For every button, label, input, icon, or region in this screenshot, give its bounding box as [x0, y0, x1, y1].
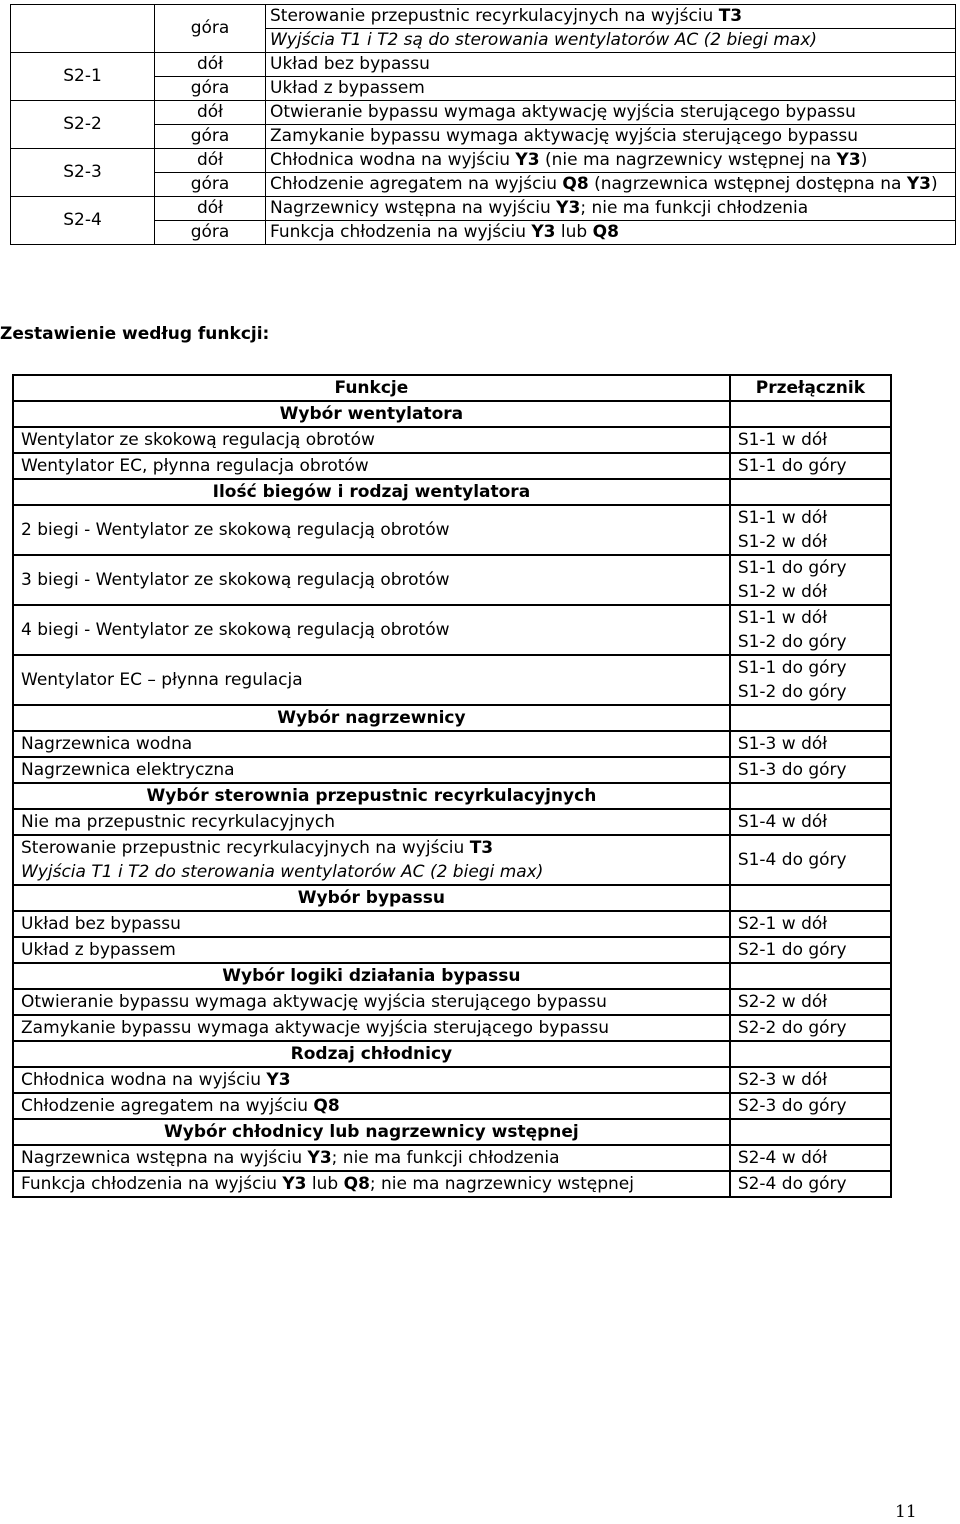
description-cell: Funkcja chłodzenia na wyjściu Y3 lub Q8 — [266, 221, 956, 245]
column-header-switch: Przełącznik — [730, 375, 891, 401]
position-cell: góra — [155, 5, 266, 53]
table-row — [13, 989, 891, 1015]
group-header-row — [13, 705, 891, 731]
position-cell: dół — [155, 149, 266, 173]
description-cell: Układ bez bypassu — [266, 53, 956, 77]
switch-cell: S2-3 — [11, 149, 155, 197]
table-row — [11, 197, 956, 221]
function-cell: Nagrzewnica wodna — [13, 731, 730, 757]
table-row — [13, 937, 891, 963]
function-cell: Sterowanie przepustnic recyrkulacyjnych na wyjściu T3 Wyjścia T1 i T2 do sterowania wentylatorów AC (2 biegi max) — [13, 835, 730, 885]
group-title: Wybór nagrzewnicy — [13, 705, 730, 731]
description-cell: Nagrzewnicy wstępna na wyjściu Y3; nie ma funkcji chłodzenia — [266, 197, 956, 221]
switch-cell — [11, 5, 155, 53]
switch-cell: S1-1 do góry S1-2 do góry — [730, 655, 891, 705]
group-title: Rodzaj chłodnicy — [13, 1041, 730, 1067]
function-cell: Nagrzewnica wstępna na wyjściu Y3; nie ma funkcji chłodzenia — [13, 1145, 730, 1171]
position-cell: dół — [155, 101, 266, 125]
function-cell: Wentylator ze skokową regulacją obrotów — [13, 427, 730, 453]
switch-cell: S2-3 do góry — [730, 1093, 891, 1119]
switch-cell: S1-3 w dół — [730, 731, 891, 757]
table-row — [13, 1015, 891, 1041]
table-row — [11, 149, 956, 173]
switch-cell: S2-3 w dół — [730, 1067, 891, 1093]
switch-cell: S2-2 — [11, 101, 155, 149]
function-cell: Chłodnica wodna na wyjściu Y3 — [13, 1067, 730, 1093]
switch-cell: S2-4 do góry — [730, 1171, 891, 1197]
description-cell: Zamykanie bypassu wymaga aktywację wyjścia sterującego bypassu — [266, 125, 956, 149]
group-title: Wybór chłodnicy lub nagrzewnicy wstępnej — [13, 1119, 730, 1145]
table-row — [11, 53, 956, 77]
table-row — [13, 505, 891, 555]
table-row — [13, 757, 891, 783]
group-header-row — [13, 401, 891, 427]
group-title: Ilość biegów i rodzaj wentylatora — [13, 479, 730, 505]
table-row — [11, 5, 956, 29]
group-header-row — [13, 963, 891, 989]
position-cell: góra — [155, 77, 266, 101]
description-cell: Otwieranie bypassu wymaga aktywację wyjścia sterującego bypassu — [266, 101, 956, 125]
switch-cell: S1-4 w dół — [730, 809, 891, 835]
function-cell: Wentylator EC – płynna regulacja — [13, 655, 730, 705]
description-cell: Wyjścia T1 i T2 są do sterowania wentylatorów AC (2 biegi max) — [266, 29, 956, 53]
table-row — [13, 1093, 891, 1119]
switch-cell: S2-2 do góry — [730, 1015, 891, 1041]
function-cell: Wentylator EC, płynna regulacja obrotów — [13, 453, 730, 479]
function-cell: Układ bez bypassu — [13, 911, 730, 937]
table-row — [13, 1171, 891, 1197]
function-cell: Nagrzewnica elektryczna — [13, 757, 730, 783]
position-cell: dół — [155, 197, 266, 221]
group-title: Wybór sterownia przepustnic recyrkulacyjnych — [13, 783, 730, 809]
position-cell: góra — [155, 221, 266, 245]
table-row — [13, 1067, 891, 1093]
function-cell: 2 biegi - Wentylator ze skokową regulacją obrotów — [13, 505, 730, 555]
position-cell: góra — [155, 173, 266, 197]
group-title: Wybór logiki działania bypassu — [13, 963, 730, 989]
function-cell: 3 biegi - Wentylator ze skokową regulacją obrotów — [13, 555, 730, 605]
position-cell: góra — [155, 125, 266, 149]
group-title: Wybór wentylatora — [13, 401, 730, 427]
description-cell: Chłodnica wodna na wyjściu Y3 (nie ma nagrzewnicy wstępnej na Y3) — [266, 149, 956, 173]
group-header-row — [13, 885, 891, 911]
table-row — [13, 555, 891, 605]
switch-cell: S1-1 do góry S1-2 w dół — [730, 555, 891, 605]
switch-cell: S1-1 w dół S1-2 do góry — [730, 605, 891, 655]
table-row — [13, 731, 891, 757]
table-row — [13, 835, 891, 885]
function-cell: Nie ma przepustnic recyrkulacyjnych — [13, 809, 730, 835]
switch-settings-table — [10, 4, 956, 245]
group-title: Wybór bypassu — [13, 885, 730, 911]
group-header-row — [13, 1119, 891, 1145]
table-row — [13, 1145, 891, 1171]
switch-cell: S2-1 w dół — [730, 911, 891, 937]
group-header-row — [13, 1041, 891, 1067]
switch-cell: S2-1 do góry — [730, 937, 891, 963]
table-row — [13, 605, 891, 655]
function-cell: Otwieranie bypassu wymaga aktywację wyjścia sterującego bypassu — [13, 989, 730, 1015]
switch-cell: S2-4 — [11, 197, 155, 245]
switch-cell: S1-3 do góry — [730, 757, 891, 783]
functions-table — [12, 374, 892, 1198]
table-row — [13, 809, 891, 835]
function-cell: Chłodzenie agregatem na wyjściu Q8 — [13, 1093, 730, 1119]
page-number: 11 — [895, 1502, 917, 1522]
switch-cell: S2-4 w dół — [730, 1145, 891, 1171]
description-cell: Układ z bypassem — [266, 77, 956, 101]
table-row — [13, 655, 891, 705]
switch-cell: S1-4 do góry — [730, 835, 891, 885]
switch-cell: S2-1 — [11, 53, 155, 101]
function-cell: Układ z bypassem — [13, 937, 730, 963]
position-cell: dół — [155, 53, 266, 77]
description-cell: Chłodzenie agregatem na wyjściu Q8 (nagrzewnica wstępnej dostępna na Y3) — [266, 173, 956, 197]
function-cell: Zamykanie bypassu wymaga aktywacje wyjścia sterującego bypassu — [13, 1015, 730, 1041]
table-header-row — [13, 375, 891, 401]
table-row — [13, 911, 891, 937]
switch-cell: S1-1 w dół — [730, 427, 891, 453]
switch-cell: S2-2 w dół — [730, 989, 891, 1015]
section-heading: Zestawienie według funkcji: — [0, 324, 270, 344]
group-header-row — [13, 479, 891, 505]
table-row — [11, 101, 956, 125]
function-cell: Funkcja chłodzenia na wyjściu Y3 lub Q8; nie ma nagrzewnicy wstępnej — [13, 1171, 730, 1197]
function-cell: 4 biegi - Wentylator ze skokową regulacją obrotów — [13, 605, 730, 655]
switch-cell: S1-1 do góry — [730, 453, 891, 479]
table-row — [13, 427, 891, 453]
group-header-row — [13, 783, 891, 809]
description-cell: Sterowanie przepustnic recyrkulacyjnych na wyjściu T3 — [266, 5, 956, 29]
switch-cell: S1-1 w dół S1-2 w dół — [730, 505, 891, 555]
column-header-functions: Funkcje — [13, 375, 730, 401]
table-row — [13, 453, 891, 479]
